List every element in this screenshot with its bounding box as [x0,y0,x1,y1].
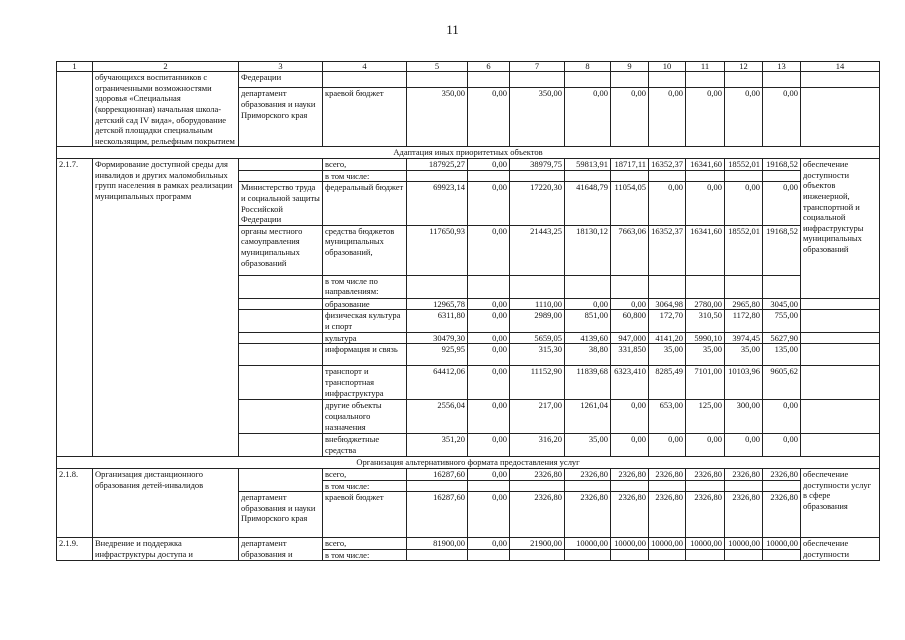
amount: 59813,91 [565,159,611,171]
funding-source: в том числе: [323,170,407,182]
amount: 10000,00 [649,538,686,550]
amount [686,549,725,561]
amount: 2965,80 [725,298,763,310]
amount [565,480,611,492]
executor: департамент образования и науки Приморского края [239,492,323,538]
amount: 331,850 [611,344,649,366]
amount: 117650,93 [407,225,468,275]
section-title: Адаптация иных приоритетных объектов [57,147,880,159]
amount [611,170,649,182]
amount: 0,00 [468,400,510,434]
amount: 0,00 [725,182,763,226]
amount: 10000,00 [725,538,763,550]
column-header: 7 [510,62,565,72]
amount: 11054,05 [611,182,649,226]
funding-source: краевой бюджет [323,492,407,538]
amount: 2326,80 [725,468,763,480]
amount: 755,00 [763,310,801,332]
section-row [57,457,880,469]
amount: 0,00 [686,434,725,457]
amount: 2326,80 [510,492,565,538]
amount: 135,00 [763,344,801,366]
funding-source: всего, [323,159,407,171]
amount: 16341,60 [686,225,725,275]
amount: 2326,80 [725,492,763,538]
amount [649,480,686,492]
amount: 41648,79 [565,182,611,226]
amount [510,275,565,298]
funding-source: краевой бюджет [323,88,407,147]
table-cell [239,400,323,434]
amount: 11839,68 [565,366,611,400]
amount: 35,00 [565,434,611,457]
amount: 19168,52 [763,159,801,171]
amount: 2556,04 [407,400,468,434]
funding-source: в том числе по направлениям: [323,275,407,298]
amount: 4139,60 [565,332,611,344]
amount: 2326,80 [763,468,801,480]
amount: 10000,00 [763,538,801,550]
table-cell [801,72,880,88]
amount [407,170,468,182]
column-header: 13 [763,62,801,72]
amount: 2326,80 [510,468,565,480]
funding-source: образование [323,298,407,310]
funding-source: средства бюджетов муниципальных образований, [323,225,407,275]
amount: 0,00 [611,400,649,434]
amount: 17220,30 [510,182,565,226]
amount: 310,50 [686,310,725,332]
amount: 0,00 [763,88,801,147]
amount [649,549,686,561]
table-cell [239,298,323,310]
amount: 2326,80 [763,492,801,538]
amount: 3045,00 [763,298,801,310]
amount: 8285,49 [649,366,686,400]
table-cell [725,72,763,88]
executor: департамент образования и науки Приморского края [239,88,323,147]
amount: 3064,98 [649,298,686,310]
amount: 2326,80 [611,468,649,480]
amount: 18552,01 [725,225,763,275]
amount: 5659,05 [510,332,565,344]
amount: 0,00 [649,88,686,147]
amount [725,275,763,298]
amount: 2326,80 [686,492,725,538]
funding-source: информация и связь [323,344,407,366]
amount [611,275,649,298]
funding-source: всего, [323,468,407,480]
amount: 10103,96 [725,366,763,400]
header-row [57,62,880,72]
column-header: 9 [611,62,649,72]
amount: 10000,00 [611,538,649,550]
amount: 187925,27 [407,159,468,171]
amount: 10000,00 [565,538,611,550]
amount [510,170,565,182]
amount: 653,00 [649,400,686,434]
table-cell [239,310,323,332]
item-number: 2.1.7. [57,159,93,457]
amount: 0,00 [611,434,649,457]
table-cell [239,159,323,171]
amount: 2326,80 [649,468,686,480]
amount: 350,00 [407,88,468,147]
amount: 69923,14 [407,182,468,226]
amount: 0,00 [468,159,510,171]
column-header: 6 [468,62,510,72]
amount: 2326,80 [565,492,611,538]
amount [468,275,510,298]
expected-result: обеспечение доступности [801,538,880,561]
amount [565,549,611,561]
amount: 35,00 [649,344,686,366]
expected-result: обеспечение доступности услуг в сфере образования [801,468,880,537]
column-header: 3 [239,62,323,72]
amount: 35,00 [725,344,763,366]
expected-result: обеспечение доступности объектов инженерной, транспортной и социальной инфраструктуры муниципальных образований [801,159,880,299]
measure-name: обучающихся воспитанников с ограниченными возможностями здоровья «Специальная (коррекционная) начальная школа-детский сад IV вида», оборудование детской площадки специальным нескользящим, рельефным покрытием [93,72,239,147]
amount: 172,70 [649,310,686,332]
amount: 2326,80 [611,492,649,538]
amount: 1172,80 [725,310,763,332]
amount: 2326,80 [565,468,611,480]
amount [611,480,649,492]
table-cell [801,310,880,332]
amount: 0,00 [468,298,510,310]
amount: 3974,45 [725,332,763,344]
amount [763,480,801,492]
table-cell [801,344,880,366]
amount: 2326,80 [649,492,686,538]
amount: 16287,60 [407,492,468,538]
amount: 1261,04 [565,400,611,434]
amount [611,549,649,561]
amount: 7101,00 [686,366,725,400]
amount: 30479,30 [407,332,468,344]
funding-source: федеральный бюджет [323,182,407,226]
column-header: 11 [686,62,725,72]
amount: 18552,01 [725,159,763,171]
table-cell [407,72,468,88]
table-row [57,538,880,550]
table-cell [239,332,323,344]
amount: 60,800 [611,310,649,332]
funding-source: в том числе: [323,549,407,561]
amount: 0,00 [686,182,725,226]
table-cell [801,434,880,457]
measure-name: Внедрение и поддержка инфраструктуры доступа и [93,538,239,561]
amount: 2989,00 [510,310,565,332]
amount [686,480,725,492]
table-cell [763,72,801,88]
amount: 0,00 [468,468,510,480]
amount: 0,00 [763,400,801,434]
table-cell [239,275,323,298]
amount: 4141,20 [649,332,686,344]
amount [725,480,763,492]
table-row [57,72,880,88]
amount [407,549,468,561]
amount: 35,00 [686,344,725,366]
amount: 0,00 [763,182,801,226]
amount: 9605,62 [763,366,801,400]
amount [468,549,510,561]
amount: 6323,410 [611,366,649,400]
amount: 18130,12 [565,225,611,275]
amount: 5990,10 [686,332,725,344]
table-cell [801,332,880,344]
section-row [57,147,880,159]
item-number: 2.1.8. [57,468,93,537]
column-header: 5 [407,62,468,72]
amount: 0,00 [763,434,801,457]
table-cell [686,72,725,88]
amount: 7663,06 [611,225,649,275]
program-table [56,61,880,561]
amount: 0,00 [565,88,611,147]
column-header: 14 [801,62,880,72]
amount [763,170,801,182]
amount [565,275,611,298]
column-header: 12 [725,62,763,72]
table-cell [565,72,611,88]
table-cell [239,434,323,457]
amount: 217,00 [510,400,565,434]
amount: 16341,60 [686,159,725,171]
amount: 0,00 [649,182,686,226]
amount: 38,80 [565,344,611,366]
amount: 64412,06 [407,366,468,400]
column-header: 2 [93,62,239,72]
amount: 0,00 [468,225,510,275]
amount: 0,00 [611,88,649,147]
amount: 925,95 [407,344,468,366]
table-cell [239,344,323,366]
funding-source: в том числе: [323,480,407,492]
table-cell [57,72,93,147]
amount: 0,00 [468,332,510,344]
amount: 350,00 [510,88,565,147]
amount: 0,00 [565,298,611,310]
amount: 300,00 [725,400,763,434]
table-cell [468,72,510,88]
amount: 2780,00 [686,298,725,310]
amount [510,549,565,561]
table-cell [239,170,323,182]
amount [763,549,801,561]
table-cell [239,366,323,400]
measure-name: Формирование доступной среды для инвалидов и других маломобильных групп населения в рамках реализации муниципальных программ [93,159,239,457]
executor: Федерации [239,72,323,88]
table-cell [239,468,323,491]
amount: 125,00 [686,400,725,434]
amount [649,275,686,298]
page-number: 11 [446,22,459,37]
amount: 21443,25 [510,225,565,275]
amount: 19168,52 [763,225,801,275]
amount: 16287,60 [407,468,468,480]
amount: 12965,78 [407,298,468,310]
amount: 0,00 [686,88,725,147]
table-row [57,159,880,171]
funding-source: всего, [323,538,407,550]
column-header: 10 [649,62,686,72]
funding-source: культура [323,332,407,344]
amount [510,480,565,492]
executor: департамент образования и [239,538,323,561]
amount [468,170,510,182]
amount: 0,00 [468,538,510,550]
table-cell [611,72,649,88]
amount: 5627,90 [763,332,801,344]
amount: 947,000 [611,332,649,344]
amount [649,170,686,182]
amount [763,275,801,298]
table-cell [801,366,880,400]
amount [725,549,763,561]
amount: 6311,80 [407,310,468,332]
amount: 1110,00 [510,298,565,310]
amount: 16352,37 [649,159,686,171]
amount: 851,00 [565,310,611,332]
amount: 18717,11 [611,159,649,171]
section-title: Организация альтернативного формата предоставления услуг [57,457,880,469]
amount: 0,00 [468,366,510,400]
amount [468,480,510,492]
column-header: 1 [57,62,93,72]
amount: 351,20 [407,434,468,457]
column-header: 8 [565,62,611,72]
amount: 0,00 [725,88,763,147]
executor: органы местного самоуправления муниципальных образований [239,225,323,275]
table-cell [649,72,686,88]
amount: 2326,80 [686,468,725,480]
amount [686,170,725,182]
amount [686,275,725,298]
amount: 21900,00 [510,538,565,550]
table-row [57,468,880,480]
amount: 0,00 [468,182,510,226]
amount: 315,30 [510,344,565,366]
funding-source: транспорт и транспортная инфраструктура [323,366,407,400]
funding-source: физическая культура и спорт [323,310,407,332]
amount: 0,00 [468,492,510,538]
amount: 81900,00 [407,538,468,550]
amount: 0,00 [725,434,763,457]
funding-source: другие объекты социального назначения [323,400,407,434]
column-header: 4 [323,62,407,72]
measure-name: Организация дистанционного образования детей-инвалидов [93,468,239,537]
amount: 0,00 [468,434,510,457]
amount [407,480,468,492]
amount: 10000,00 [686,538,725,550]
amount: 316,20 [510,434,565,457]
amount: 0,00 [468,344,510,366]
amount: 0,00 [468,88,510,147]
amount: 11152,90 [510,366,565,400]
amount: 0,00 [649,434,686,457]
amount [725,170,763,182]
amount: 38979,75 [510,159,565,171]
amount [407,275,468,298]
table-cell [510,72,565,88]
amount [565,170,611,182]
table-cell [323,72,407,88]
table-cell [801,400,880,434]
table-cell [801,298,880,310]
item-number: 2.1.9. [57,538,93,561]
amount: 0,00 [468,310,510,332]
table-cell [801,88,880,147]
amount: 16352,37 [649,225,686,275]
executor: Министерство труда и социальной защиты Российской Федерации [239,182,323,226]
funding-source: внебюджетные средства [323,434,407,457]
amount: 0,00 [611,298,649,310]
